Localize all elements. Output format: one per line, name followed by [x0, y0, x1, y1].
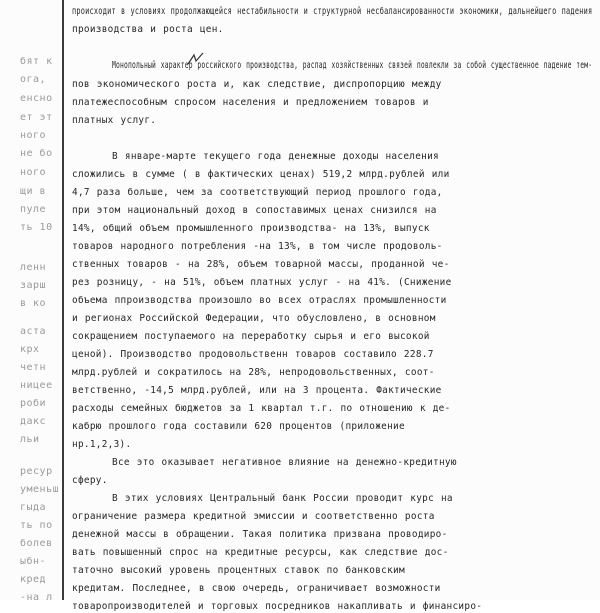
text-line: сферу.	[72, 475, 108, 486]
margin-fragment: льи	[20, 434, 40, 445]
margin-fragment: кред	[20, 574, 47, 585]
text-line: сложились в сумме ( в фактических ценах) 519,2 млрд.рублей или	[72, 169, 450, 180]
text-line: при этом национальный доход в сопоставимых ценах снизился на	[72, 205, 437, 216]
text-line: вать повышенный спрос на кредитные ресурсы, как следствие дос-	[72, 547, 449, 558]
text-line: и регионах Российской Федерации, что обусловлено, в основном	[72, 313, 436, 324]
margin-fragment: ть 10	[20, 222, 53, 233]
text-line: товаров народного потребления -на 13%, в том числе продоволь-	[72, 241, 443, 252]
margin-fragment: ть по	[20, 520, 53, 531]
margin-fragment: уменьш	[20, 484, 60, 495]
margin-fragment: бят к	[20, 56, 53, 67]
margin-fragment: гыда	[20, 502, 47, 513]
margin-fragment: ного	[20, 167, 47, 178]
margin-fragment: роби	[20, 398, 47, 409]
text-line: 4,7 раза больше, чем за соответствующий период прошлого года,	[72, 187, 443, 198]
margin-fragment: аста	[20, 326, 47, 337]
text-line: таточно высокий уровень процентных ставок по банковским	[72, 565, 405, 576]
text-line: 14%, общий объем промышленного производства- на 13%, выпуск	[72, 223, 430, 234]
text-line: нр.1,2,3).	[72, 439, 132, 450]
margin-fragment: не бо	[20, 148, 53, 159]
page-edge-line	[62, 0, 64, 600]
text-line: ограничение размера кредитной эмиссии и соответственно роста	[72, 511, 435, 522]
text-line: Все это оказывает негативное влияние на денежно-кредитную	[112, 457, 457, 468]
margin-fragment: ога,	[20, 74, 47, 85]
text-line: рез розницу, - на 51%, объем платных услуг - на 41%. (Снижение	[72, 277, 452, 288]
text-line: Монопольный характер российского производства, распад хозяйственных связей повлекли за собой существенное падение тем-	[112, 60, 593, 71]
margin-fragment: болев	[20, 538, 53, 549]
text-line: В январе-марте текущего года денежные доходы населения	[112, 151, 439, 162]
text-line: платных услуг.	[72, 115, 157, 126]
left-margin-bleedthrough	[0, 0, 60, 603]
margin-fragment: крх	[20, 344, 40, 355]
text-line: кабрю прошлого года составили 620 процентов (приложение	[72, 421, 405, 432]
margin-fragment: ресур	[20, 466, 53, 477]
margin-fragment: четн	[20, 362, 47, 373]
margin-fragment: ыбн-	[20, 556, 47, 567]
text-line: В этих условиях Центральный банк России проводит курс на	[112, 493, 453, 504]
margin-fragment: ницее	[20, 380, 53, 391]
text-line: объема ппроизводства произошло во всех отраслях промышленности	[72, 295, 447, 306]
margin-fragment: ного	[20, 130, 47, 141]
text-line: расходы семейных бюджетов за 1 квартал т.г. по отношению к де-	[72, 403, 451, 414]
text-line: денежной массы в обращении. Такая политика призвана проводиро-	[72, 529, 448, 540]
text-line: ственных товаров - на 28%, объем товарной массы, проданной че-	[72, 259, 450, 270]
margin-fragment: зарш	[20, 280, 47, 291]
text-line: происходит в условиях продолжающейся нестабильности и структурной несбалансированности экономики, дальнейшего падения	[72, 6, 593, 17]
margin-fragment: щи в	[20, 186, 47, 197]
margin-fragment: ет эт	[20, 112, 53, 123]
text-line: производства и роста цен.	[72, 24, 224, 35]
text-line: млрд.рублей и сократилось на 28%, непродовольственных, соот-	[72, 367, 435, 378]
text-line: платежеспособным спросом населения и предложением товаров и	[72, 97, 429, 108]
margin-fragment: енсно	[20, 93, 53, 104]
text-line: сокращением поступаемого на переработку сырья и его высокой	[72, 331, 430, 342]
text-line: ценой). Производство продовольственн товаров составило 228.7	[72, 349, 434, 360]
margin-fragment: дакс	[20, 416, 47, 427]
margin-fragment: в ко	[20, 298, 47, 309]
text-line: ветственно, -14,5 млрд.рублей, или на 3 процента. Фактические	[72, 385, 442, 396]
margin-fragment: -на л	[20, 592, 53, 603]
margin-fragment: пуле	[20, 204, 47, 215]
text-line: товаропроизводителей и торговых посредников накапливать и финансиро-	[72, 601, 483, 612]
margin-fragment: ленн	[20, 262, 47, 273]
text-line: пов экономического роста и, как следствие, диспропорцию между	[72, 79, 442, 90]
text-line: кредитам. Последнее, в свою очередь, ограничивает возможности	[72, 583, 441, 594]
